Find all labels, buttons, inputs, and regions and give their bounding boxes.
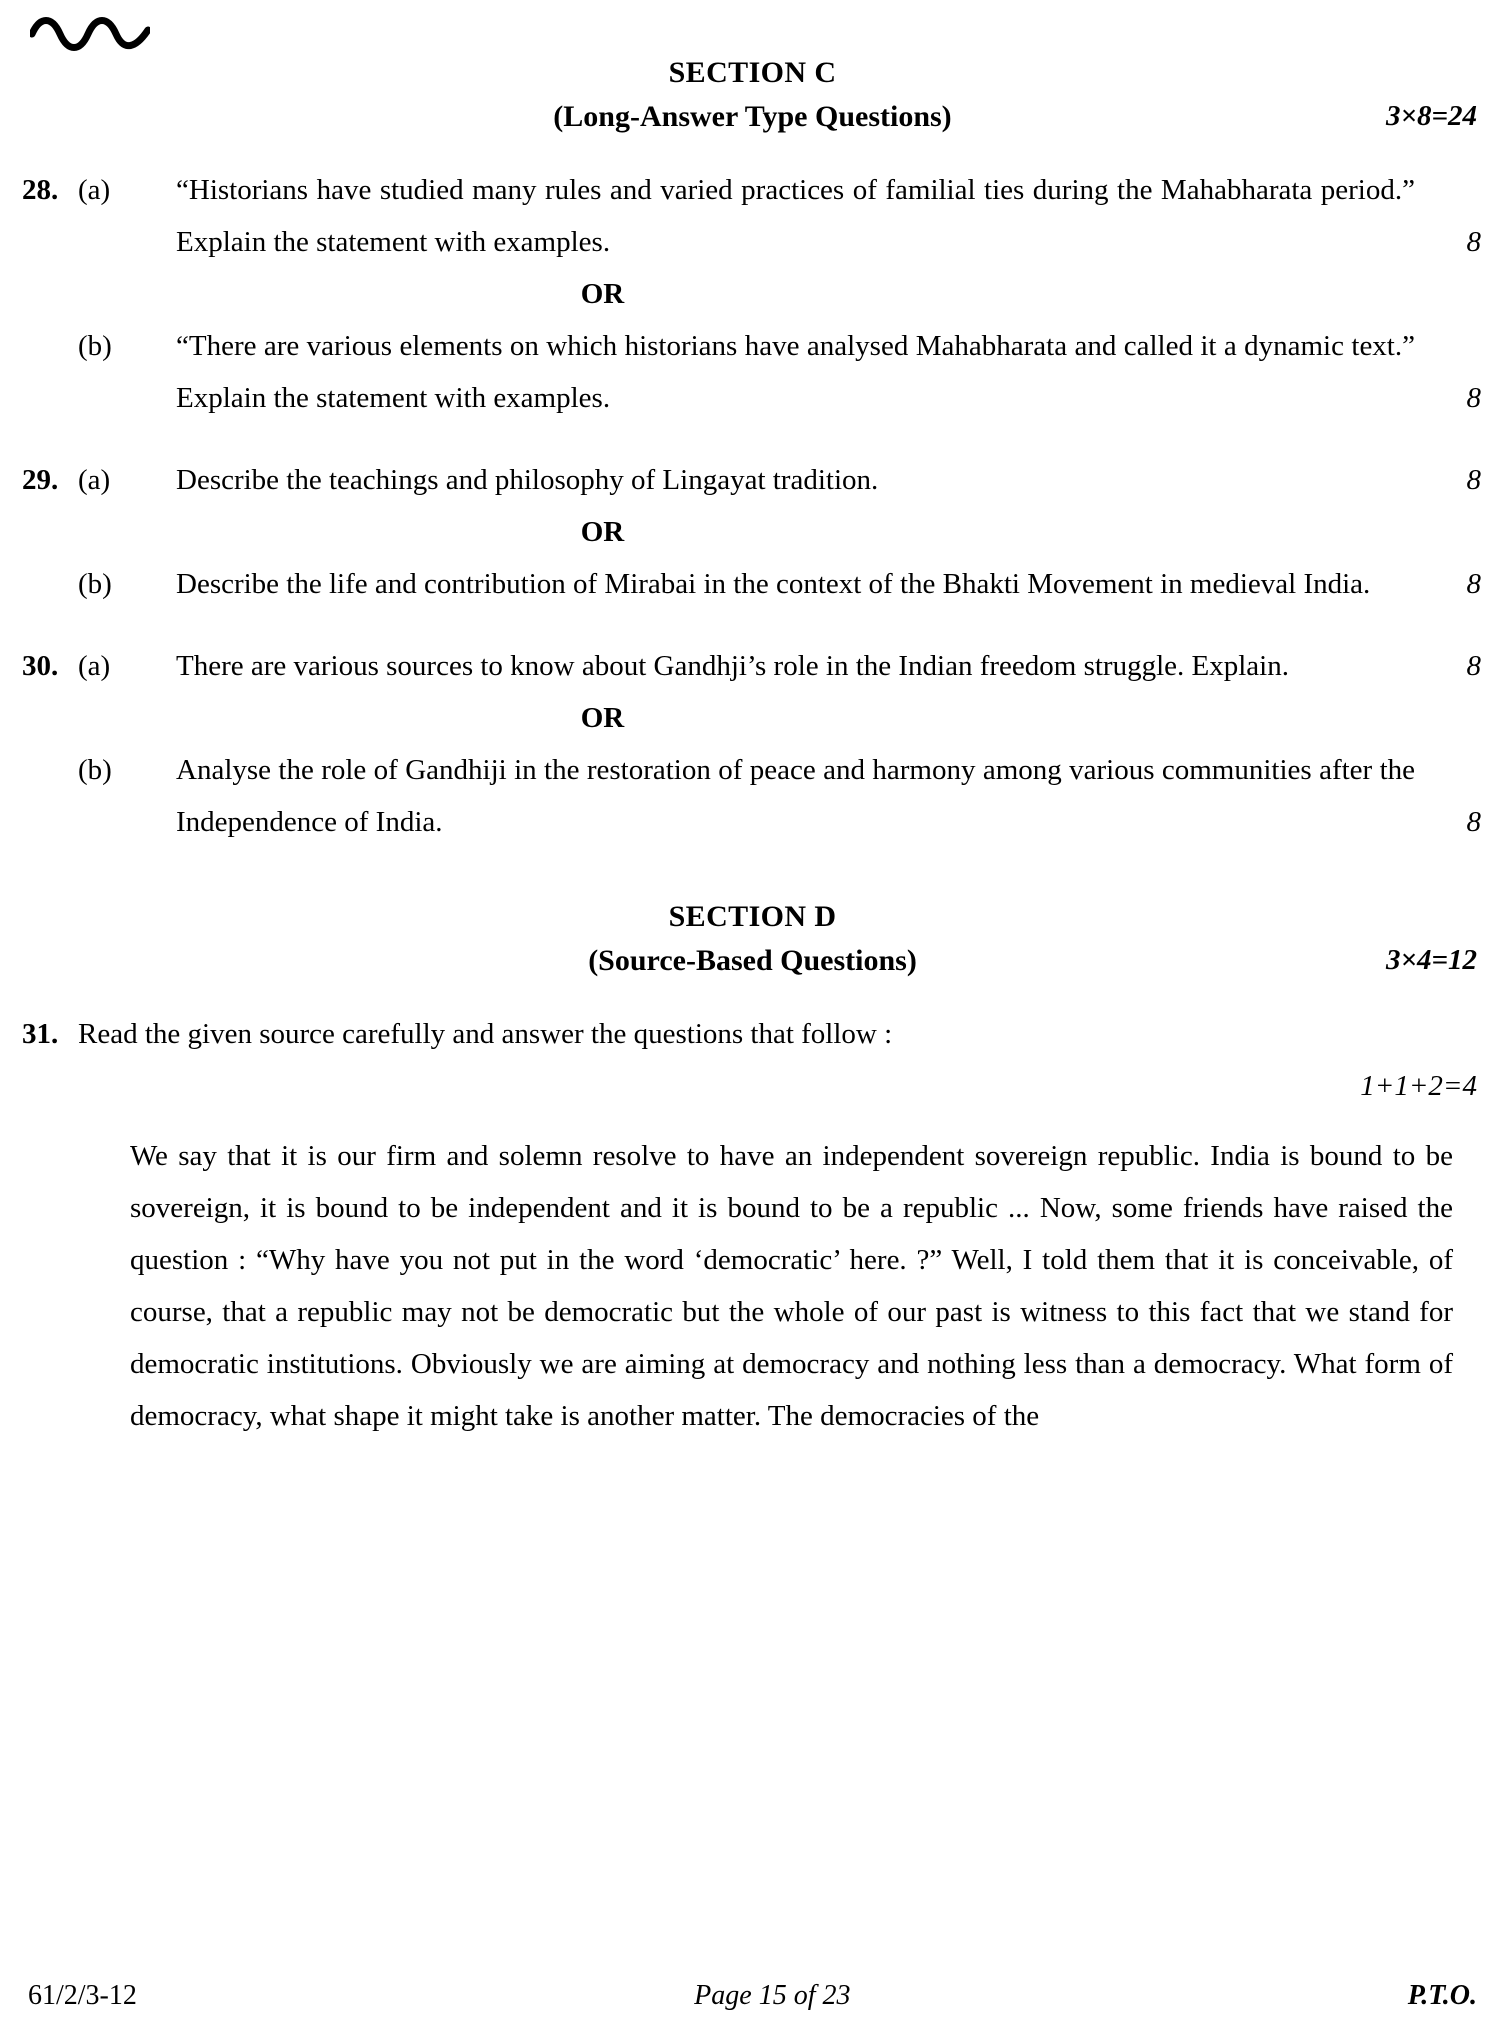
question-marks: 8	[1466, 226, 1481, 258]
question-row	[0, 454, 1505, 506]
question-text: “Historians have studied many rules and varied practices of familial ties during the Mahabharata period.” Explain the statement with examples.	[176, 174, 1415, 258]
question-number: 29.	[22, 464, 59, 496]
section-c-title: SECTION C	[668, 56, 837, 89]
section-d-title: SECTION D	[668, 900, 837, 933]
question-part-label: (b)	[78, 568, 112, 600]
or-separator: OR	[580, 278, 625, 310]
question-number: 30.	[22, 650, 59, 682]
question-number: 31.	[22, 1018, 59, 1050]
question-text: Describe the teachings and philosophy of Lingayat tradition.	[176, 464, 879, 496]
question-part-label: (a)	[78, 464, 111, 496]
source-passage-text: We say that it is our firm and solemn resolve to have an independent sovereign republic. India is bound to be sovereign, it is bound to be independent and it is bound to be a republic ... Now, some friends have raised the question : “Why have you not put in the word ‘democratic’ here. ?” Well, I told them that it is conceivable, of course, that a republic may not be democratic but the whole of our past is witness to this fact that we stand for democratic institutions. Obviously we are aiming at democracy and nothing less than a democracy. What form of democracy, what shape it might take is another matter. The democracies of the	[130, 1140, 1453, 1432]
or-separator: OR	[580, 702, 625, 734]
or-separator: OR	[580, 516, 625, 548]
page-footer	[0, 1980, 1505, 2012]
page-number-label: Page 15 of 23	[694, 1980, 851, 2011]
question-text: Analyse the role of Gandhiji in the restoration of peace and harmony among various communities after the Independence of India.	[176, 754, 1415, 838]
question-row	[0, 558, 1505, 610]
question-row	[0, 320, 1505, 424]
question-part-label: (a)	[78, 174, 111, 206]
question-marks: 8	[1466, 650, 1481, 682]
question-marks: 8	[1466, 464, 1481, 496]
question-row	[0, 164, 1505, 268]
question-text: Describe the life and contribution of Mirabai in the context of the Bhakti Movement in medieval India.	[176, 568, 1371, 600]
question-part-label: (a)	[78, 650, 111, 682]
section-d-subtitle-row	[0, 944, 1505, 978]
question-row	[0, 640, 1505, 692]
question-marks: 8	[1466, 382, 1481, 414]
pto-label: P.T.O.	[1407, 1980, 1477, 2011]
wavy-line-mark-icon	[30, 8, 150, 54]
question-marks: 8	[1466, 568, 1481, 600]
question-row	[0, 1008, 1505, 1060]
section-d-marks: 3×4=12	[1385, 944, 1477, 976]
section-c-subtitle: (Long-Answer Type Questions)	[553, 100, 952, 133]
question-part-label: (b)	[78, 330, 112, 362]
section-c-subtitle-row	[0, 100, 1505, 134]
question-marks: 1+1+2=4	[1360, 1070, 1477, 1102]
question-instruction-text: Read the given source carefully and answer the questions that follow :	[78, 1018, 893, 1050]
question-marks: 8	[1466, 806, 1481, 838]
question-part-label: (b)	[78, 754, 112, 786]
paper-code: 61/2/3-12	[28, 1980, 137, 2011]
section-d-subtitle: (Source-Based Questions)	[588, 944, 917, 977]
section-c-marks: 3×8=24	[1385, 100, 1477, 132]
question-row	[0, 744, 1505, 848]
question-text: “There are various elements on which historians have analysed Mahabharata and called it a dynamic text.” Explain the statement with examples.	[176, 330, 1415, 414]
question-text: There are various sources to know about Gandhji’s role in the Indian freedom struggle. Explain.	[176, 650, 1289, 682]
question-number: 28.	[22, 174, 59, 206]
